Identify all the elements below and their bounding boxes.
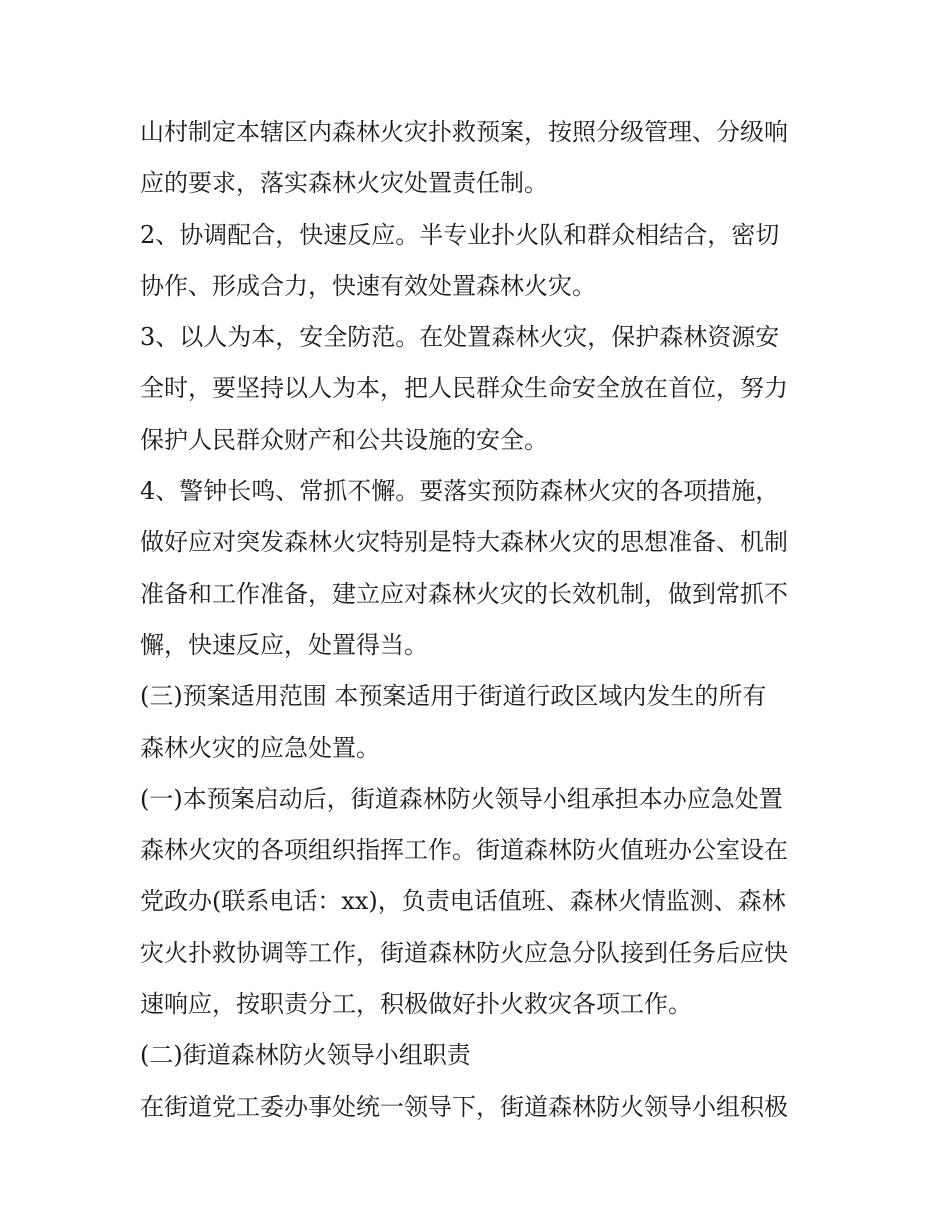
body-text	[140, 107, 820, 1133]
text-line: 森林火灾的应急处置。	[140, 733, 380, 762]
text-line: 3、以人为本，安全防范。在处置森林火灾，保护森林资源安	[140, 323, 780, 352]
text-line: 应的要求，落实森林火灾处置责任制。	[140, 169, 548, 198]
text-line: 在街道党工委办事处统一领导下，街道森林防火领导小组积极	[140, 1092, 788, 1121]
section-heading: (二)街道森林防火领导小组职责	[140, 1041, 471, 1070]
text-line: 4、警钟长鸣、常抓不懈。要落实预防森林火灾的各项措施，	[140, 477, 780, 506]
section-heading: (一)本预案启动后，街道森林防火领导小组承担本办应急处置	[140, 784, 783, 813]
text-line: 党政办(联系电话：xx)，负责电话值班、森林火情监测、森林	[140, 887, 786, 916]
text-line: 保护人民群众财产和公共设施的安全。	[140, 425, 548, 454]
text-line: 全时，要坚持以人为本，把人民群众生命安全放在首位，努力	[140, 374, 788, 403]
text-line: 灾火扑救协调等工作，街道森林防火应急分队接到任务后应快	[140, 938, 788, 967]
text-line: 2、协调配合，快速反应。半专业扑火队和群众相结合，密切	[140, 220, 780, 249]
text-line: 森林火灾的各项组织指挥工作。街道森林防火值班办公室设在	[140, 836, 788, 865]
text-line: 准备和工作准备，建立应对森林火灾的长效机制，做到常抓不	[140, 579, 788, 608]
text-line: 做好应对突发森林火灾特别是特大森林火灾的思想准备、机制	[140, 528, 788, 557]
text-line: 速响应，按职责分工，积极做好扑火救灾各项工作。	[140, 990, 692, 1019]
text-line: 山村制定本辖区内森林火灾扑救预案，按照分级管理、分级响	[140, 118, 788, 146]
section-heading: (三)预案适用范围 本预案适用于街道行政区域内发生的所有	[140, 682, 767, 711]
text-line: 懈，快速反应，处置得当。	[140, 630, 428, 659]
text-line: 协作、形成合力，快速有效处置森林火灾。	[140, 271, 596, 300]
